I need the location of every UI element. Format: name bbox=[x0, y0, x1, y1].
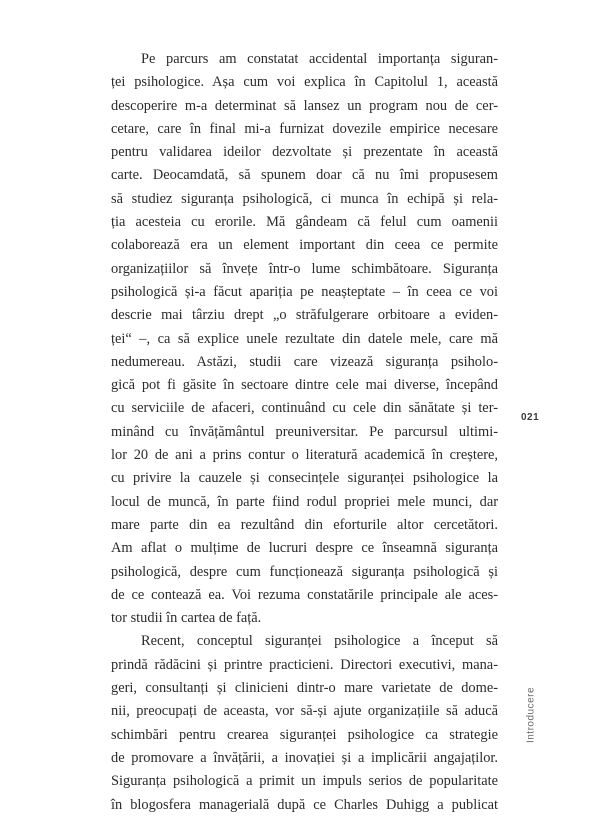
text-line: prindă rădăcini și printre practicieni. Directori executivi, mana- bbox=[111, 656, 498, 673]
text-line: să studiez siguranța psihologică, ci munca în echipă și rela- bbox=[111, 190, 498, 207]
text-line: ția acesteia cu erorile. Mă gândeam că felul cum oamenii bbox=[111, 214, 498, 231]
text-line: lor 20 de ani a prins contur o literatură academică în creștere, bbox=[111, 447, 498, 464]
text-line: Pe parcurs am constatat accidental importanța siguran- bbox=[141, 51, 498, 67]
text-line: descoperire m-a determinat să lansez un program nou de cer- bbox=[111, 97, 498, 114]
text-line: Recent, conceptul siguranței psihologice a început să bbox=[141, 633, 498, 650]
text-line: mare parte din ea rezultând din eforturile altor cercetători. bbox=[111, 516, 498, 533]
text-line: organizațiilor să învețe într-o lume schimbătoare. Siguranța bbox=[111, 260, 498, 277]
text-line: geri, consultanți și clinicieni dintr-o mare varietate de domе- bbox=[111, 680, 498, 697]
text-line: de promovare a învățării, a inovației și a implicării angajaților. bbox=[111, 749, 498, 766]
text-line: ței psihologice. Așa cum voi explica în Capitolul 1, această bbox=[111, 74, 498, 91]
text-line: în blogosfera managerială după ce Charles Duhigg a publicat bbox=[111, 796, 498, 813]
text-line: schimbări pentru crearea siguranței psihologice ca strategie bbox=[111, 726, 498, 743]
page-number: 021 bbox=[521, 412, 540, 423]
text-line: cetare, care în final mi-a furnizat dovezile empirice necesare bbox=[111, 120, 498, 137]
text-line: Am aflat o mulțime de lucruri despre ce înseamnă siguranța bbox=[111, 540, 498, 557]
text-line: psihologică și-a făcut apariția pe neașteptate – în ceea ce voi bbox=[111, 283, 498, 300]
text-line: cu serviciile de afaceri, continuând cu cele din sănătate și ter- bbox=[111, 400, 498, 417]
text-line: carte. Deocamdată, să spunem doar că nu îmi propusesem bbox=[111, 167, 498, 184]
text-line: descrie mai târziu drept „o străfulgerare orbitoare a eviden- bbox=[111, 307, 498, 324]
text-line: tor studii în cartea de față. bbox=[111, 610, 262, 627]
text-line: colaborează era un element important din ceea ce permite bbox=[111, 237, 498, 254]
text-line: de ce contează ea. Voi rezuma constatările principale ale aces- bbox=[111, 586, 498, 603]
body-text bbox=[111, 48, 498, 817]
text-line: minând cu învățământul preuniversitar. Pe parcursul ultimi- bbox=[111, 423, 498, 440]
text-line: cu privire la cauzele și consecințele siguranței psihologice la bbox=[111, 470, 498, 487]
text-line: nii, preocupați de aceasta, vor să-și ajute organizațiile să aducă bbox=[111, 703, 498, 720]
text-line: nedumereau. Astăzi, studii care vizează siguranța psiholo- bbox=[111, 353, 498, 370]
text-line: gică pot fi găsite în sectoare dintre cele mai diverse, începând bbox=[111, 377, 498, 394]
text-line: ței“ –, ca să explice unele rezultate din datele mele, care mă bbox=[111, 330, 498, 347]
text-line: pentru validarea ideilor dezvoltate și prezentate în această bbox=[111, 144, 498, 161]
text-line: locul de muncă, în parte fiind rodul propriei mele munci, dar bbox=[111, 493, 498, 510]
text-line: psihologică, despre cum funcționează siguranța psihologică și bbox=[111, 563, 498, 580]
running-head: Introducere bbox=[525, 686, 537, 744]
text-line: Siguranța psihologică a primit un impuls serios de popularitate bbox=[111, 773, 498, 790]
